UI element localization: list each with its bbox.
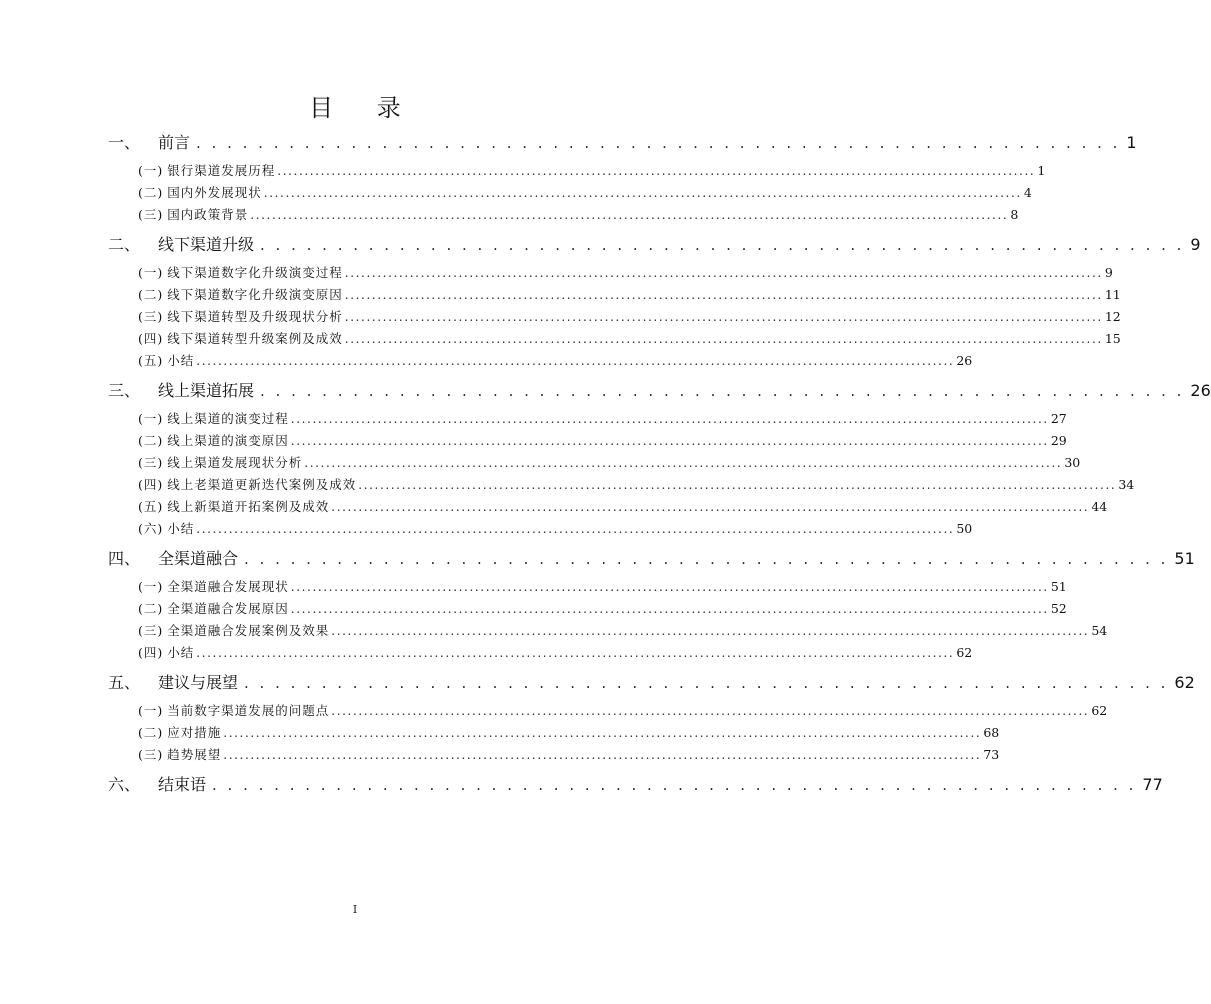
- toc-page-number: 29: [1050, 433, 1067, 448]
- toc-subsection-title: 国内政策背景: [167, 207, 249, 222]
- dot-leader: ............................................................................................................................................: [290, 412, 1049, 426]
- toc-subsection-title: 国内外发展现状: [167, 185, 262, 200]
- toc-entry-chapter[interactable]: [0, 770, 1163, 800]
- toc-entry-chapter[interactable]: [0, 376, 1211, 406]
- toc-page-number: 12: [1104, 309, 1121, 324]
- toc-subsection-number: (一): [138, 265, 164, 280]
- toc-chapter-title: 结束语: [158, 775, 207, 794]
- toc-page-number: 34: [1118, 477, 1135, 492]
- dot-leader: ............................................................................................................................................: [250, 208, 1009, 222]
- toc-chapter-number: 三、: [108, 381, 141, 400]
- toc-subsection-title: 线下渠道数字化升级演变原因: [167, 287, 343, 302]
- dot-leader: ............................................................................................................................................: [344, 288, 1103, 302]
- toc-entry-subsection[interactable]: [0, 518, 973, 540]
- dot-leader: ............................................................................................................................................: [196, 522, 955, 536]
- toc-page-number: 26: [1190, 381, 1211, 400]
- toc-entry-subsection[interactable]: [0, 328, 1121, 350]
- toc-subsection-number: (三): [138, 207, 164, 222]
- toc-subsection-title: 银行渠道发展历程: [167, 163, 276, 178]
- toc-subsection-number: (三): [138, 455, 164, 470]
- toc-subsection-number: (五): [138, 499, 164, 514]
- toc-subsection-title: 线上渠道的演变过程: [167, 411, 289, 426]
- toc-subsection-title: 线下渠道数字化升级演变过程: [167, 265, 343, 280]
- toc-entry-subsection[interactable]: [0, 306, 1121, 328]
- dot-leader: ............................................................................................................................................: [331, 624, 1090, 638]
- dot-leader: . . . . . . . . . . . . . . . . . . . . . . . . . . . . . . . . . . . . . . . . . . . . . . . . . . . . . . . . . . . .: [196, 134, 1121, 152]
- toc-subsection-title: 全渠道融合发展现状: [167, 579, 289, 594]
- page-title: 目 录: [309, 94, 419, 122]
- toc-subsection-title: 小结: [167, 353, 195, 368]
- toc-subsection-number: (四): [138, 645, 164, 660]
- toc-subsection-title: 趋势展望: [167, 747, 222, 762]
- toc-entry-subsection[interactable]: [0, 284, 1121, 306]
- dot-leader: ............................................................................................................................................: [223, 748, 982, 762]
- toc-entry-subsection[interactable]: [0, 408, 1067, 430]
- dot-leader: . . . . . . . . . . . . . . . . . . . . . . . . . . . . . . . . . . . . . . . . . . . . . . . . . . . . . . . . . . . .: [260, 382, 1185, 400]
- dot-leader: ............................................................................................................................................: [304, 456, 1063, 470]
- dot-leader: ............................................................................................................................................: [290, 434, 1049, 448]
- toc-page-number: 62: [956, 645, 973, 660]
- toc-subsection-number: (二): [138, 725, 164, 740]
- toc-subsection-title: 小结: [167, 645, 195, 660]
- dot-leader: . . . . . . . . . . . . . . . . . . . . . . . . . . . . . . . . . . . . . . . . . . . . . . . . . . . . . . . . . . . .: [244, 674, 1169, 692]
- toc-entry-subsection[interactable]: [0, 620, 1108, 642]
- toc-subsection-title: 线上渠道发展现状分析: [167, 455, 303, 470]
- toc-subsection-title: 线上新渠道开拓案例及成效: [167, 499, 330, 514]
- toc-section: [0, 376, 1211, 540]
- dot-leader: . . . . . . . . . . . . . . . . . . . . . . . . . . . . . . . . . . . . . . . . . . . . . . . . . . . . . . . . . . . .: [244, 550, 1169, 568]
- toc-subsection-title: 当前数字渠道发展的问题点: [167, 703, 330, 718]
- toc-chapter-title: 建议与展望: [158, 673, 239, 692]
- toc-page-number: 77: [1142, 775, 1163, 794]
- toc-entry-subsection[interactable]: [0, 598, 1067, 620]
- toc-subsection-title: 线上渠道的演变原因: [167, 433, 289, 448]
- toc-section: [0, 770, 1163, 800]
- toc-subsection-title: 全渠道融合发展案例及效果: [167, 623, 330, 638]
- toc-subsection-number: (三): [138, 309, 164, 324]
- toc-entry-chapter[interactable]: [0, 668, 1195, 698]
- toc-chapter-title: 全渠道融合: [158, 549, 239, 568]
- toc-subsection-number: (六): [138, 521, 164, 536]
- dot-leader: ............................................................................................................................................: [290, 602, 1049, 616]
- toc-entry-chapter[interactable]: [0, 230, 1201, 260]
- toc-entry-subsection[interactable]: [0, 496, 1108, 518]
- toc-entry-subsection[interactable]: [0, 474, 1135, 496]
- dot-leader: ............................................................................................................................................: [263, 186, 1022, 200]
- dot-leader: ............................................................................................................................................: [277, 164, 1036, 178]
- toc-page-number: 9: [1190, 235, 1201, 254]
- dot-leader: ............................................................................................................................................: [344, 266, 1103, 280]
- toc-subsection-title: 全渠道融合发展原因: [167, 601, 289, 616]
- toc-subsection-number: (二): [138, 433, 164, 448]
- toc-chapter-number: 六、: [108, 775, 141, 794]
- toc-subsection-title: 应对措施: [167, 725, 222, 740]
- toc-entry-subsection[interactable]: [0, 744, 1000, 766]
- toc-page-number: 52: [1050, 601, 1067, 616]
- toc-page-number: 1: [1126, 133, 1137, 152]
- toc-page-number: 27: [1050, 411, 1067, 426]
- toc-section: [0, 668, 1195, 766]
- toc-entry-subsection[interactable]: [0, 262, 1113, 284]
- toc-section: [0, 544, 1195, 664]
- dot-leader: ............................................................................................................................................: [196, 646, 955, 660]
- toc-chapter-number: 五、: [108, 673, 141, 692]
- toc-section: [0, 128, 1137, 226]
- toc-page-number: 8: [1010, 207, 1019, 222]
- toc-subsection-title: 小结: [167, 521, 195, 536]
- toc-entry-subsection[interactable]: [0, 160, 1046, 182]
- toc-entry-subsection[interactable]: [0, 576, 1067, 598]
- toc-page-number: 9: [1104, 265, 1113, 280]
- toc-entry-subsection[interactable]: [0, 182, 1032, 204]
- dot-leader: ............................................................................................................................................: [331, 500, 1090, 514]
- toc-chapter-title: 线上渠道拓展: [158, 381, 255, 400]
- toc-chapter-title: 前言: [158, 133, 191, 152]
- dot-leader: ............................................................................................................................................: [196, 354, 955, 368]
- dot-leader: ............................................................................................................................................: [358, 478, 1117, 492]
- toc-subsection-title: 线上老渠道更新迭代案例及成效: [167, 477, 357, 492]
- toc-subsection-title: 线下渠道转型及升级现状分析: [167, 309, 343, 324]
- toc-page-number: 30: [1064, 455, 1081, 470]
- toc-entry-subsection[interactable]: [0, 700, 1108, 722]
- toc-chapter-number: 二、: [108, 235, 141, 254]
- toc-entry-chapter[interactable]: [0, 128, 1137, 158]
- toc-entry-subsection[interactable]: [0, 452, 1081, 474]
- toc-page-number: 15: [1104, 331, 1121, 346]
- toc-entry-subsection[interactable]: [0, 350, 973, 372]
- toc-subsection-number: (四): [138, 331, 164, 346]
- toc-subsection-number: (二): [138, 287, 164, 302]
- toc-subsection-number: (四): [138, 477, 164, 492]
- toc-page-number: 26: [956, 353, 973, 368]
- toc-subsection-number: (二): [138, 185, 164, 200]
- toc-chapter-number: 一、: [108, 133, 141, 152]
- toc-subsection-number: (二): [138, 601, 164, 616]
- footer-page-number: I: [352, 903, 358, 916]
- table-of-contents: [0, 128, 1211, 804]
- dot-leader: ............................................................................................................................................: [290, 580, 1049, 594]
- toc-page-number: 44: [1091, 499, 1108, 514]
- toc-entry-chapter[interactable]: [0, 544, 1195, 574]
- toc-subsection-title: 线下渠道转型升级案例及成效: [167, 331, 343, 346]
- toc-page-number: 62: [1174, 673, 1195, 692]
- dot-leader: ............................................................................................................................................: [331, 704, 1090, 718]
- toc-chapter-title: 线下渠道升级: [158, 235, 255, 254]
- dot-leader: . . . . . . . . . . . . . . . . . . . . . . . . . . . . . . . . . . . . . . . . . . . . . . . . . . . . . . . . . . . .: [260, 236, 1185, 254]
- toc-page-number: 4: [1023, 185, 1032, 200]
- toc-section: [0, 230, 1201, 372]
- toc-page-number: 1: [1037, 163, 1046, 178]
- toc-subsection-number: (一): [138, 163, 164, 178]
- toc-page-number: 11: [1104, 287, 1121, 302]
- dot-leader: ............................................................................................................................................: [223, 726, 982, 740]
- toc-chapter-number: 四、: [108, 549, 141, 568]
- toc-subsection-number: (一): [138, 411, 164, 426]
- toc-page-number: 62: [1091, 703, 1108, 718]
- dot-leader: . . . . . . . . . . . . . . . . . . . . . . . . . . . . . . . . . . . . . . . . . . . . . . . . . . . . . . . . . . . .: [212, 776, 1137, 794]
- toc-page-number: 51: [1174, 549, 1195, 568]
- toc-page-number: 50: [956, 521, 973, 536]
- toc-page-number: 68: [983, 725, 1000, 740]
- toc-subsection-number: (一): [138, 579, 164, 594]
- toc-subsection-number: (五): [138, 353, 164, 368]
- toc-page-number: 73: [983, 747, 1000, 762]
- toc-entry-subsection[interactable]: [0, 642, 973, 664]
- toc-subsection-number: (三): [138, 747, 164, 762]
- dot-leader: ............................................................................................................................................: [344, 310, 1103, 324]
- toc-subsection-number: (三): [138, 623, 164, 638]
- toc-page-number: 54: [1091, 623, 1108, 638]
- toc-entry-subsection[interactable]: [0, 204, 1019, 226]
- toc-subsection-number: (一): [138, 703, 164, 718]
- toc-page-number: 51: [1050, 579, 1067, 594]
- toc-entry-subsection[interactable]: [0, 430, 1067, 452]
- toc-entry-subsection[interactable]: [0, 722, 1000, 744]
- dot-leader: ............................................................................................................................................: [344, 332, 1103, 346]
